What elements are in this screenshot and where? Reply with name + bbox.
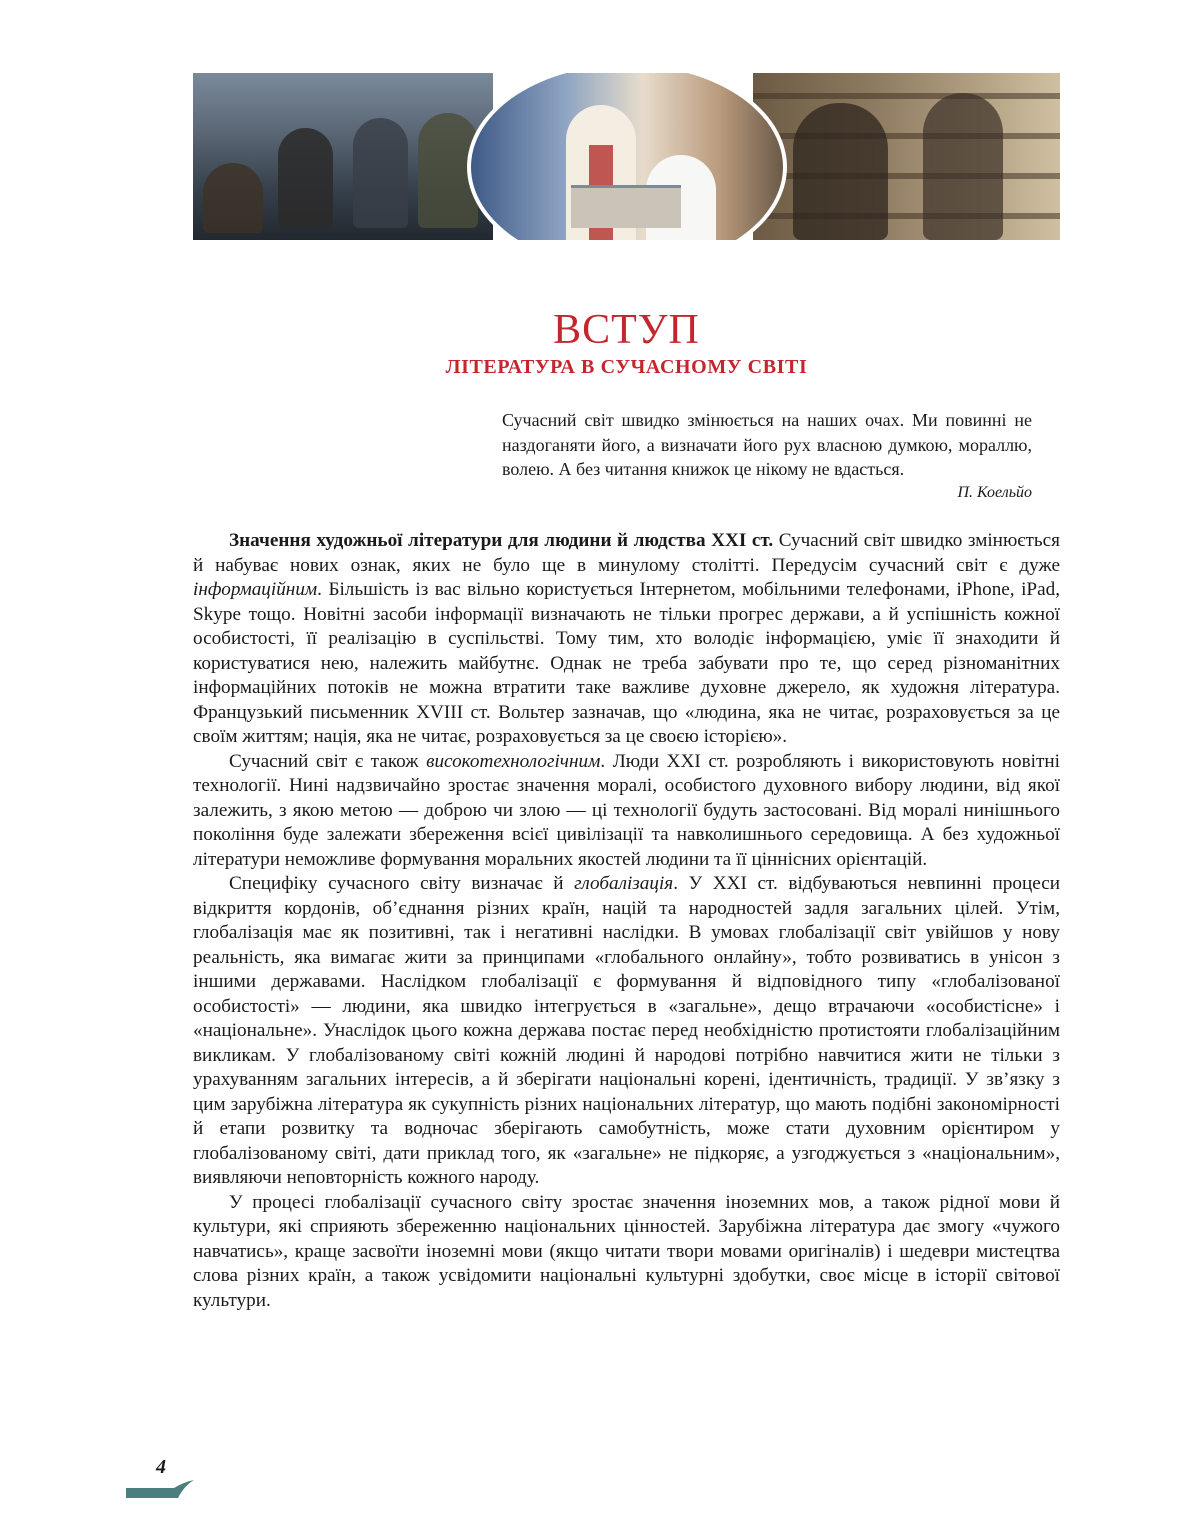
paragraph-4: У процесі глобалізації сучасного світу зростає значення іноземних мов, а також рідної мови й культури, які сприяють збереженню національних цінностей. Зарубіжна література дає змогу «чужого навчатись», краще засвоїти іноземні мови (якщо читати твори мовами оригіналів) і шедеври мистецтва слова різних країн, а також усвідомити національні культурні здобутки, своє місце в історії світової культури. bbox=[193, 1191, 1060, 1311]
page-title: ВСТУП bbox=[553, 307, 700, 353]
epigraph-text: Сучасний світ швидко змінюється на наших очах. Ми повинні не наздоганяти його, а визначати його рух власною думкою, мораллю, волею. А без читання книжок це нікому не вдасться. bbox=[502, 410, 1032, 479]
page-number: 4 bbox=[156, 1456, 166, 1478]
paragraph-1: Значення художньої літератури для людини й людства XXI ст. Сучасний світ швидко змінюється й набуває нових ознак, яких не було ще в минулому столітті. Передусім сучасний світ є дуже інформаційним. Більшість із вас вільно користується Інтернетом, мобільними телефонами, iPhone, iPad, Skype тощо. Новітні засоби інформації визначають не тільки прогрес держави, а й успішність кожної особистості, її реалізацію в суспільстві. Тому тим, хто володіє інформацією, уміє її знаходити й користуватися нею, належить майбутнє. Однак не треба забувати про те, що серед різноманітних інформаційних потоків не можна втратити таке важливе духовне джерело, як художня література. Французький письменник XVIII ст. Вольтер зазначав, що «людина, яка не читає, розраховується за це своїм життям; нація, яка не читає, розраховується за це своєю історією». bbox=[193, 530, 1060, 747]
paragraph-3: Специфіку сучасного світу визначає й глобалізація. У XXI ст. відбуваються невпинні процеси відкриття кордонів, об’єднання різних країн, націй та народностей задля загальних цілей. Утім, глобалізація має як позитивні, так і негативні наслідки. В умовах глобалізації світ увійшов у нову реальність, яка вимагає жити за принципами «глобального онлайну», тобто розвиватись в унісон з іншими державами. Наслідком глобалізації є формування й відповідного типу «глобалізованої особистості» — людини, яка швидко інтегрується в «загальне», дещо втрачаючи «особистісне» і «національне». Унаслідок цього кожна держава постає перед необхідністю протистояти глобалізаційним викликам. У глобалізованому світі кожній людині й народові потрібно навчитися жити не тільки з урахуванням загальних інтересів, а й зберігати національні корені, ідентичність, традиції. У зв’язку з цим зарубіжна література як сукупність різних національних літератур, що мають подібні закономірності й етапи розвитку та водночас зберігають самобутність, може стати духовним орієнтиром у глобалізованому світі, дати приклад того, як «загальне» не підкоряє, а узгоджується з «національним», виявляючи неповторність кожного народу. bbox=[193, 873, 1060, 1188]
header-photo-banner bbox=[193, 73, 1060, 240]
emphasis-term: глобалізація bbox=[574, 873, 674, 894]
paragraph-2: Сучасний світ є також високотехнологічним. Люди XXI ст. розробляють і використовують новітні технології. Нині надзвичайно зростає значення моралі, особистого духовного вибору людини, від якої залежить, з якою метою — доброю чи злою — ці технології будуть застосовані. Від моралі нинішнього покоління буде залежати збереження всієї цивілізації та навколишнього середовища. А без художньої літератури неможливе формування моральних якостей людини та її ціннісних орієнтацій. bbox=[193, 750, 1060, 870]
section-heading: Значення художньої літератури для людини й людства XXI ст. bbox=[229, 530, 774, 551]
page-corner-ornament bbox=[126, 1480, 196, 1502]
main-text bbox=[193, 529, 1060, 1313]
emphasis-term: інформаційним bbox=[193, 579, 318, 600]
emphasis-term: високотехнологічним bbox=[426, 750, 601, 772]
page-subtitle: ЛІТЕРАТУРА В СУЧАСНОМУ СВІТІ bbox=[445, 356, 808, 378]
photo-students-reading-outdoors bbox=[193, 73, 493, 240]
photo-students-with-books bbox=[467, 73, 787, 240]
epigraph-author: П. Коельйо bbox=[957, 484, 1032, 501]
photo-library-vintage bbox=[753, 73, 1060, 240]
